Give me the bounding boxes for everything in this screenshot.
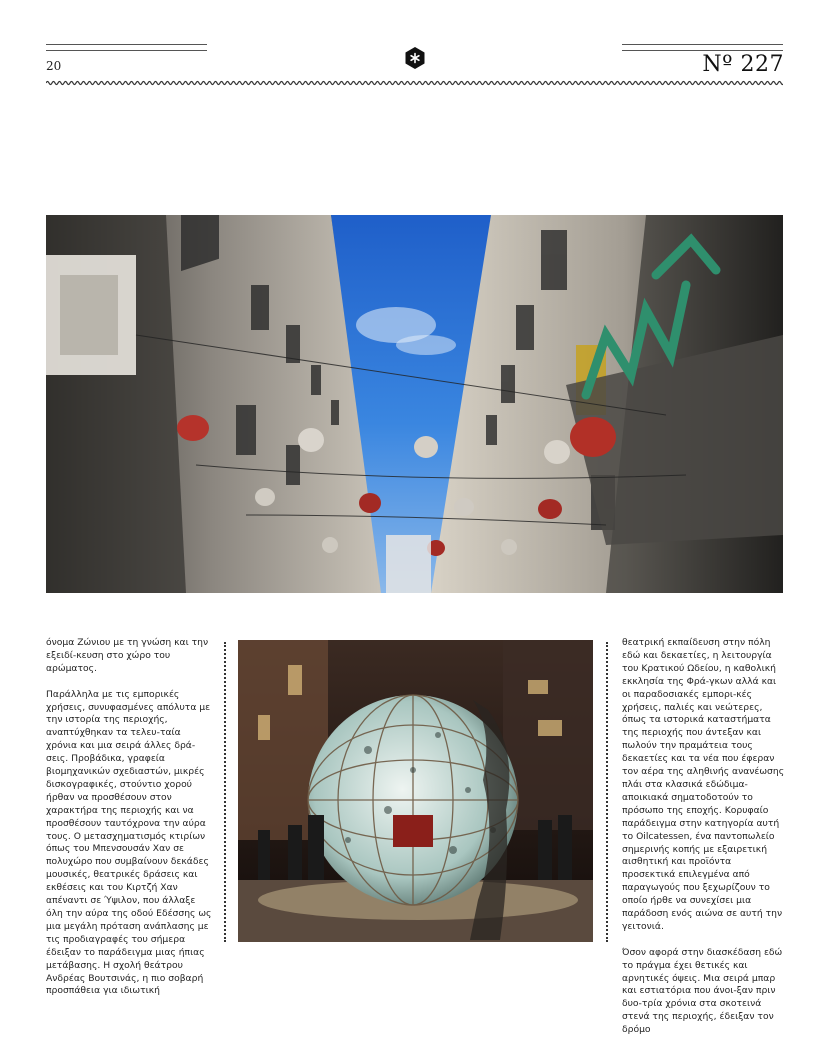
paragraph: θεατρική εκπαίδευση στην πόλη εδώ και δεκαετίες, η λειτουργία του Κρατικού Ωδείου, η καθολική εκκλησία της Φρά-γκων αλλά και οι παραδοσιακές εμπορι-κές χρήσεις, παλιές και νεώτερες, όπως τα ιστορικά καταστήματα της περιοχής που άντεξαν και πωλούν την πραμάτεια τους δεκαετίες και τα νέα που έφεραν τον αέρα της αληθινής ανανέωσης πλάι στα κλασικά εδώδιμα-αποικιακά σηματοδοτούν το πρόσωπο της εποχής. Κορυφαίο παράδειγμα στην κατηγορία αυτή το Oilcatessen, ένα παντοπωλείο σημερινής κοπής με εξαιρετική αισθητική και προϊόντα προσεκτικά επιλεγμένα από παραγωγούς που ξεχωρίζουν το οποίο ήρθε να συνεχίσει μια παράδοση ενός αιώνα σε αυτή την γειτονιά. <box>622 637 785 932</box>
column-divider-right <box>606 642 608 942</box>
street-lanterns-photo <box>46 215 783 593</box>
asterisk-hexagon-icon <box>403 46 427 70</box>
column-divider-left <box>224 642 226 942</box>
illuminated-sphere-photo <box>238 640 593 942</box>
header-rule-right <box>622 44 783 51</box>
paragraph: όνομα Ζώνιου με τη γνώση και την εξειδί-κευση στο χώρο του αρώματος. <box>46 637 209 674</box>
header-rule-left <box>46 44 207 51</box>
paragraph: Όσον αφορά στην διασκέδαση εδώ το πράγμα έχει θετικές και αρνητικές όψεις. Μια σειρά μπαρ και εστιατόρια που άνοι-ξαν πριν δυο-τρία χρόνια στα σκοτεινά στενά της περιοχής, έδειξαν τον δρόμο <box>622 946 783 1036</box>
paragraph: Παράλληλα με τις εμπορικές χρήσεις, συνυφασμένες απόλυτα με την ιστορία της περιοχής, αναπτύχθηκαν τα τελευ-ταία χρόνια και μια σειρά άλλες δρά-σεις. Προβάδικα, γραφεία βιομηχανικών σχεδιαστών, μικρές δισκογραφικές, στούντιο χορού ήρθαν να προσθέσουν στον χαρακτήρα της περιοχής και να προσθέσουν ταυτόχρονα την αύρα τους. Ο μετασχηματισμός κτιρίων όπως του Μπενσουσάν Χαν σε πολυχώρο που συμβαίνουν δεκάδες μουσικές, θεατρικές δράσεις και εκθέσεις και του Κιρτζή Χαν απέναντι σε Ύψιλον, που άλλαξε όλη την αύρα της οδού Εδέσσης ως μια μεγάλη πρόταση ανάπλασης με τις προδιαγραφές του σήμερα έδειξαν το παράδειγμα μιας ήπιας μετάβασης. Η σχολή θεάτρου Ανδρέας Βουτσινάς, η πιο σοβαρή προσπάθεια για ιδιωτική <box>46 688 212 997</box>
wavy-divider <box>46 78 783 88</box>
text-column-right <box>622 637 785 1050</box>
text-column-left <box>46 637 214 1011</box>
issue-number: Nº 227 <box>702 52 784 77</box>
page-number: 20 <box>46 59 62 73</box>
